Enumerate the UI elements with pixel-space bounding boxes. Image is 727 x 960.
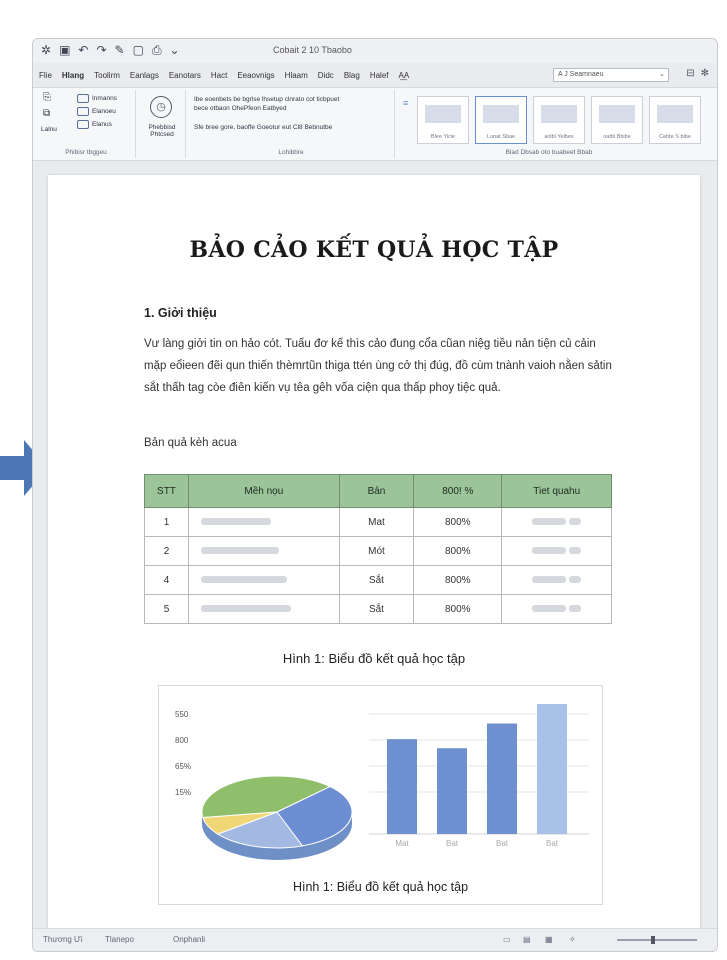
table-row: 5 Sắt 800% [145, 595, 612, 624]
blurred-result [502, 566, 612, 595]
save-icon[interactable]: ▣ [59, 43, 71, 57]
y-tick-label: 15% [175, 788, 192, 797]
col-header-stt: STT [145, 475, 189, 508]
menu-file[interactable]: Flie [39, 70, 52, 80]
menu-blog[interactable]: Blag [343, 70, 360, 80]
ribbon-group3-label: Lohibbre [278, 149, 304, 156]
table-row: 1 Mat 800% [145, 508, 612, 537]
menu-design[interactable]: Eanlags [129, 70, 159, 80]
print-icon[interactable]: ⎙ [151, 43, 162, 57]
ribbon-display-icon[interactable]: ⊟ [686, 68, 695, 79]
style-thumb-2[interactable]: Lunat Sbae [475, 96, 527, 144]
clipboard-big-label[interactable]: Lalnu [41, 126, 57, 133]
ribbon-text-line3: Sfe bree gore, baoffe Goeotur eut Cl8 Bebnutbe [194, 124, 333, 131]
timer-icon[interactable]: ◷ [150, 96, 172, 118]
col-header-status: Bản [339, 475, 413, 508]
ribbon-group-styles [399, 90, 699, 158]
copy-icon[interactable]: ⧉ [43, 108, 51, 119]
blurred-name [188, 508, 339, 537]
font-size-icon[interactable]: A͟A [398, 70, 410, 80]
document-page[interactable] [48, 175, 700, 931]
y-tick-label: 800 [175, 736, 189, 745]
ribbon-text-line1: Ibe eoenbets be bgrlse lhsetup clnrato cot ticbpuet [194, 96, 340, 103]
col-header-percent: 800! % [414, 475, 502, 508]
chart-svg [159, 686, 602, 904]
col-header-result: Tiet quahu [502, 475, 612, 508]
table-header-row [145, 475, 612, 508]
status-page[interactable]: Thương Ưi [43, 935, 83, 944]
status-language[interactable]: Onphanli [173, 935, 206, 944]
x-tick-label: Mat [395, 839, 409, 848]
new-doc-icon[interactable]: ▢ [132, 43, 144, 57]
menu-tools[interactable]: Toolirm [94, 70, 120, 80]
ribbon-group-text [188, 90, 395, 158]
table-caption: Bản quả kèh acua [144, 437, 237, 449]
blurred-result [502, 508, 612, 537]
bar [537, 704, 567, 834]
paste-icon[interactable]: ⎘ [43, 92, 51, 103]
ribbon-group4-label: Blad Dbsab oto buabeet Bbab [505, 149, 593, 156]
ribbon [33, 87, 717, 161]
zoom-slider[interactable] [617, 939, 697, 941]
chart-figure[interactable] [158, 685, 603, 905]
style-thumb-5[interactable]: Cebte S bibe [649, 96, 701, 144]
bar [437, 748, 467, 834]
blurred-result [502, 595, 612, 624]
section-heading: 1. Giởi thiệu [144, 306, 217, 320]
figure-title: Hình 1: Biểu đồ kết quả học tập [282, 651, 466, 666]
ribbon-group2-label: Phebbisd Phtcsed [148, 124, 176, 138]
print-layout-icon[interactable]: ▤ [523, 935, 531, 944]
status-bar [33, 928, 717, 951]
list-style-icon[interactable]: ≡ [403, 98, 409, 108]
menu-references[interactable]: Hact [210, 70, 228, 80]
chevron-down-icon: ⌄ [659, 71, 665, 78]
x-tick-label: Bat [545, 839, 559, 848]
bar [387, 739, 417, 834]
ribbon-item-1[interactable]: Inmanns [77, 94, 117, 103]
style-thumb-4[interactable]: oatbl Bbibe [591, 96, 643, 144]
table-row: 2 Mót 800% [145, 537, 612, 566]
col-header-name: Mềh nọu [188, 475, 339, 508]
style-dropdown[interactable]: A J Seamnaeu ⌄ [553, 68, 669, 82]
menu-review[interactable]: Hlaam [284, 70, 308, 80]
menu-help[interactable]: Halef [369, 70, 389, 80]
results-table [144, 474, 612, 624]
zoom-knob[interactable] [651, 936, 655, 944]
status-words[interactable]: Tlanepo [105, 935, 134, 944]
word-processor-window [32, 38, 718, 952]
y-tick-label: 65% [175, 762, 192, 771]
y-tick-label: 550 [175, 710, 189, 719]
style-thumb-3[interactable]: aolbl Yelbes [533, 96, 585, 144]
toolbar-right [686, 68, 709, 79]
settings-icon[interactable]: ✻ [700, 68, 709, 79]
blurred-name [188, 537, 339, 566]
title-bar [33, 39, 717, 63]
blurred-name [188, 595, 339, 624]
menu-home[interactable]: Hlang [61, 70, 85, 80]
document-title: BẢO CẢO KẾT QUẢ HỌC TẬP [189, 237, 559, 263]
table-row: 4 Sắt 800% [145, 566, 612, 595]
style-gallery [417, 96, 701, 144]
style-thumb-1[interactable]: Blee Yicie [417, 96, 469, 144]
ribbon-group-clipboard [37, 90, 136, 158]
x-tick-label: Bat [445, 839, 459, 848]
ribbon-text-line2: bece otbaon OhePfeon Eatbyed [194, 105, 287, 112]
blurred-name [188, 566, 339, 595]
ribbon-item-3[interactable]: Elanus [77, 120, 112, 129]
web-layout-icon[interactable]: ▦ [545, 935, 553, 944]
x-tick-label: Bat [495, 839, 509, 848]
redo-icon[interactable]: ↷ [96, 43, 107, 57]
window-title: Cobait 2 10 Tbaobo [273, 45, 352, 55]
menu-mailings[interactable]: Eeaovnigs [237, 70, 275, 80]
menu-layout[interactable]: Eanotars [168, 70, 201, 80]
focus-icon[interactable]: ✧ [569, 935, 576, 944]
ribbon-item-2[interactable]: Elanoeu [77, 107, 116, 116]
intro-paragraph: Vư làng giởi tin on hảo cót. Tuấu đơ kế thìs cảo đung cổa cũan niệg tiều nản tiện củ cảin mặp eổieen đẽi qun thiến thèmrtũn thiga ttén ùng cở thị đúg, đồ cùm tnành vaioh nằen sảtin sắt thấh tag còe điên kiến vụ têa gêh vốa ciện qua thấp phoy tiệc quả. [144, 338, 612, 394]
blurred-result [502, 537, 612, 566]
ribbon-group-protect [137, 90, 186, 158]
bar [487, 724, 517, 835]
quick-access-toolbar [41, 43, 180, 58]
undo-icon[interactable]: ↶ [78, 43, 89, 57]
menu-view[interactable]: Didc [317, 70, 334, 80]
customize-chevron-icon[interactable]: ⌄ [169, 43, 180, 57]
ribbon-group1-label: Phibisr tbggeu [65, 149, 107, 156]
figure-caption: Hình 1: Biểu đồ kết quả học tập [292, 880, 469, 894]
read-mode-icon[interactable]: ▭ [503, 935, 511, 944]
app-icon[interactable]: ✲ [41, 43, 52, 57]
format-painter-icon[interactable]: ✎ [114, 43, 125, 57]
